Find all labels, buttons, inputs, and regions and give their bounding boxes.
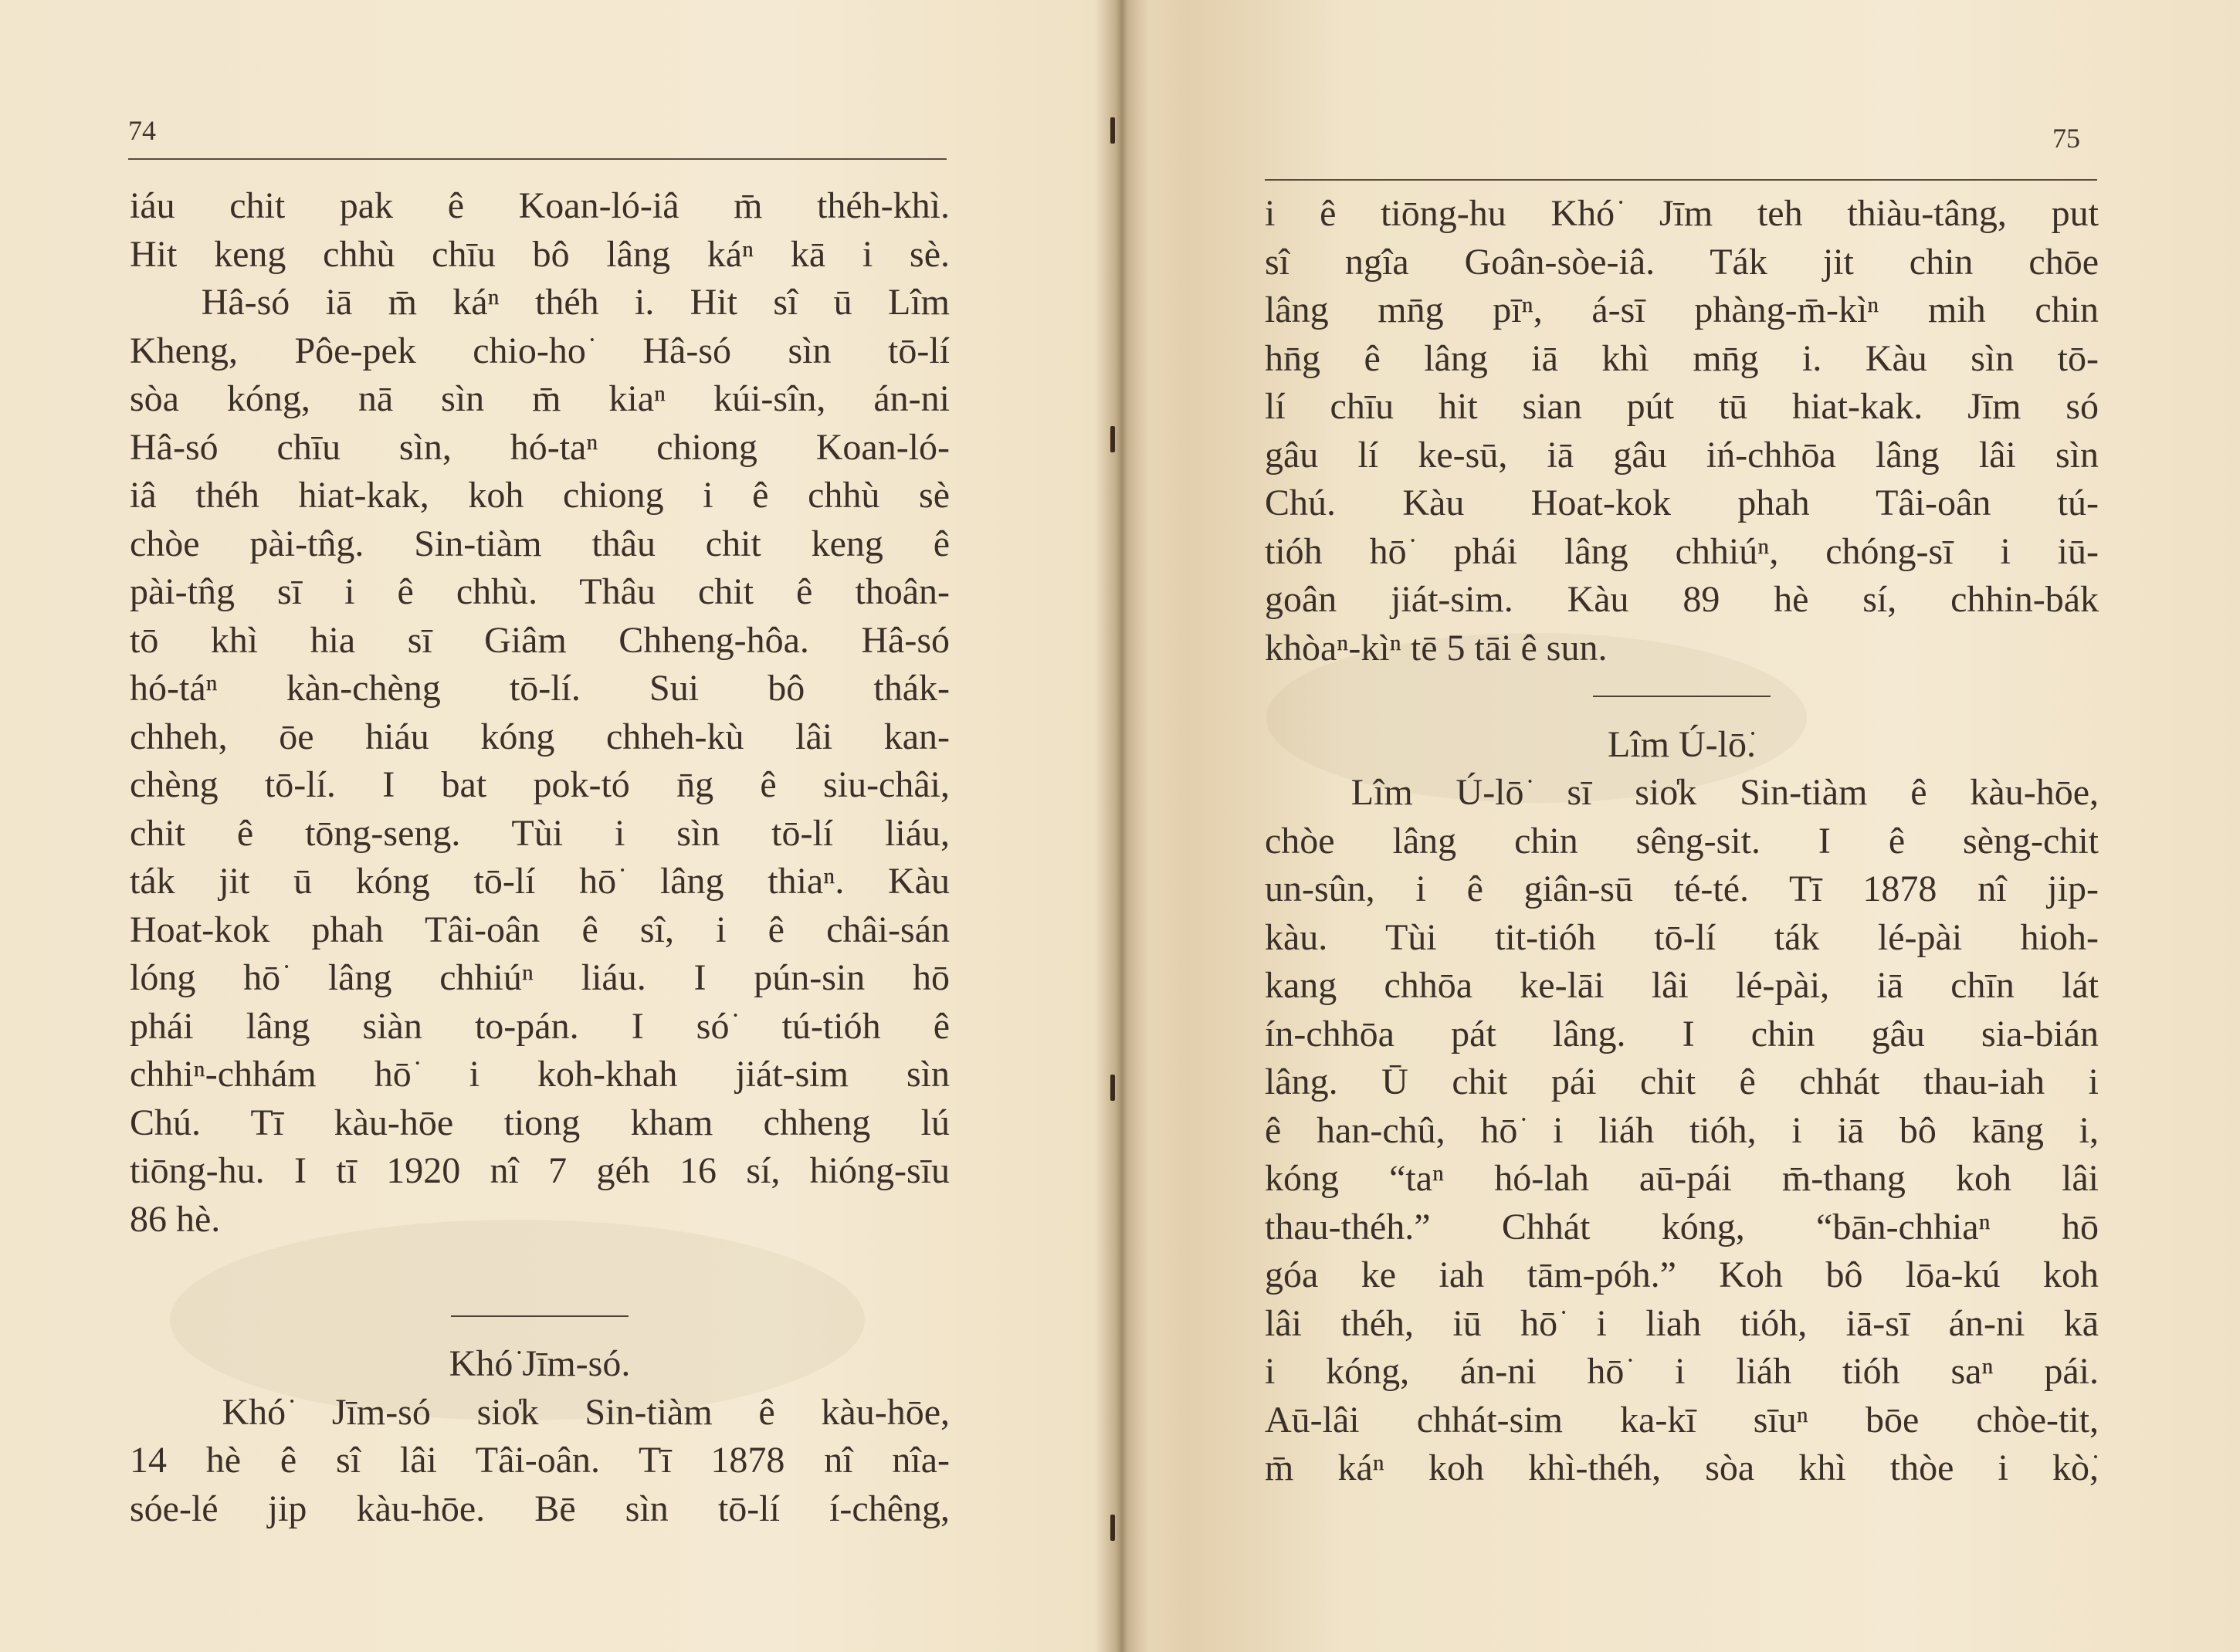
text-line: hn̄g ê lâng iā khì mn̄g i. Kàu sìn tō- <box>1265 337 2099 379</box>
text-line: 14 hè ê sî lâi Tâi-oân. Tī 1878 nî nîa- <box>130 1440 950 1481</box>
text-line: chheh, ōe hiáu kóng chheh-kù lâi kan- <box>130 716 950 757</box>
text-line: Hâ-só iā m̄ káⁿ théh i. Hit sî ū Lîm <box>130 282 950 323</box>
text-line: goân jiát-sim. Kàu 89 hè sí, chhin-bák <box>1265 579 2099 620</box>
text-line: thau-théh.” Chhát kóng, “bān-chhiaⁿ hō͘ <box>1265 1206 2099 1247</box>
text-line: ê han-chû, hō͘ i liáh tióh, i iā bô kāng i, <box>1265 1109 2099 1151</box>
text-line: kóng “taⁿ hó-lah aū-pái m̄-thang koh lâi <box>1265 1158 2099 1199</box>
text-line: gâu lí ke-sū, iā gâu iń-chhōa lâng lâi sìn <box>1265 434 2099 476</box>
section-heading: Khó͘ Jīm-só. <box>449 1343 631 1384</box>
text-line: lâng. Ū chit pái chit ê chhát thau-iah i <box>1265 1061 2099 1102</box>
text-line: m̄ káⁿ koh khì-théh, sòa khì thòe i kò͘, <box>1265 1447 2099 1488</box>
section-divider <box>130 1292 950 1341</box>
text-line: lí chīu hit sian pút tū hiat-kak. Jīm só <box>1265 386 2099 427</box>
text-line: Kheng, Pôe-pek chio-ho͘ Hâ-só sìn tō-lí <box>130 330 950 371</box>
text-line: lóng hō͘ lâng chhiúⁿ liáu. I pún-sin hō͘ <box>130 957 950 998</box>
text-line: 86 hè. <box>130 1198 221 1240</box>
text-line: i ê tiōng-hu Khó͘ Jīm teh thiàu-tâng, put <box>1265 193 2099 234</box>
text-line: chhiⁿ-chhám hō͘ i koh-khah jiát-sim sìn <box>130 1054 950 1095</box>
text-line: Khó͘ Jīm-só sio̍k Sin-tiàm ê kàu-hōe, <box>130 1391 950 1433</box>
text-line: lâng mn̄g pīⁿ, á-sī phàng-m̄-kìⁿ mih chin <box>1265 289 2099 330</box>
text-line: sóe-lé jip kàu-hōe. Bē sìn tō-lí í-chêng, <box>130 1488 950 1529</box>
text-line: tō khì hia sī Giâm Chheng-hôa. Hâ-só <box>130 619 950 661</box>
text-line: tiōng-hu. I tī 1920 nî 7 géh 16 sí, hióng-sīu <box>130 1150 950 1191</box>
text-line: chòe pài-tn̂g. Sin-tiàm thâu chit keng ê <box>130 523 950 564</box>
text-line: iâ théh hiat-kak, koh chiong i ê chhù sè <box>130 475 950 516</box>
text-line: sî ngîa Goân-sòe-iâ. Ták jit chin chōe <box>1265 241 2099 283</box>
text-line: Chú. Kàu Hoat-kok phah Tâi-oân tú- <box>1265 482 2099 523</box>
binding-stitch <box>1110 117 1115 144</box>
text-line: i kóng, án-ni hō͘ i liáh tióh saⁿ pái. <box>1265 1351 2099 1392</box>
text-line: chit ê tōng-seng. Tùi i sìn tō-lí liáu, <box>130 812 950 854</box>
text-line: un-sûn, i ê giân-sū té-té. Tī 1878 nî jip- <box>1265 868 2099 909</box>
text-line: hó-táⁿ kàn-chèng tō-lí. Sui bô thák- <box>130 668 950 709</box>
binding-stitch <box>1110 426 1115 452</box>
spacer <box>130 1244 950 1292</box>
text-line: Aū-lâi chhát-sim ka-kī sīuⁿ bōe chòe-tit, <box>1265 1399 2099 1440</box>
text-line: Hit keng chhù chīu bô lâng káⁿ kā i sè. <box>130 233 950 275</box>
text-line: Lîm Ú-lō͘ sī sio̍k Sin-tiàm ê kàu-hōe, <box>1265 772 2099 813</box>
text-line: sòa kóng, nā sìn m̄ kiaⁿ kúi-sîn, án-ni <box>130 378 950 419</box>
text-line: phái lâng siàn to-pán. I só͘ tú-tióh ê <box>130 1005 950 1047</box>
header-rule <box>1265 179 2097 181</box>
text-line: ín-chhōa pát lâng. I chin gâu sia-bián <box>1265 1013 2099 1055</box>
text-line: chèng tō-lí. I bat pok-tó n̄g ê siu-châi, <box>130 764 950 805</box>
text-line: iáu chit pak ê Koan-ló-iâ m̄ théh-khì. <box>130 185 950 226</box>
page-number: 74 <box>128 115 156 146</box>
text-line: kàu. Tùi tit-tióh tō-lí ták lé-pài hioh- <box>1265 916 2099 958</box>
text-line: Hoat-kok phah Tâi-oân ê sî, i ê châi-sán <box>130 909 950 950</box>
text-line: lâi théh, iū hō͘ i liah tióh, iā-sī án-ni kā <box>1265 1302 2099 1344</box>
page-text <box>1265 190 2099 1493</box>
text-line: Chú. Tī kàu-hōe tiong kham chheng lú <box>130 1102 950 1143</box>
text-line: khòaⁿ-kìⁿ tē 5 tāi ê sun. <box>1265 627 1608 669</box>
section-divider <box>1265 672 2099 721</box>
section-heading: Lîm Ú-lō͘. <box>1608 723 1756 765</box>
text-line: tióh hō͘ phái lâng chhiúⁿ, chóng-sī i iū- <box>1265 530 2099 572</box>
right-page <box>1141 0 2240 1652</box>
binding-stitch <box>1110 1515 1115 1541</box>
binding-stitch <box>1110 1075 1115 1101</box>
header-rule <box>128 158 947 160</box>
page-number: 75 <box>2052 123 2080 154</box>
text-line: ták jit ū kóng tō-lí hō͘ lâng thiaⁿ. Kàu <box>130 861 950 902</box>
text-line: kang chhōa ke-lāi lâi lé-pài, iā chīn lát <box>1265 965 2099 1006</box>
text-line: Hâ-só chīu sìn, hó-taⁿ chiong Koan-ló- <box>130 426 950 468</box>
page-text <box>130 182 950 1533</box>
text-line: pài-tn̂g sī i ê chhù. Thâu chit ê thoân- <box>130 571 950 612</box>
text-line: chòe lâng chin sêng-sit. I ê sèng-chit <box>1265 820 2099 862</box>
text-line: góa ke iah tām-póh.” Koh bô lōa-kú koh <box>1265 1254 2099 1295</box>
left-page <box>0 0 1104 1652</box>
